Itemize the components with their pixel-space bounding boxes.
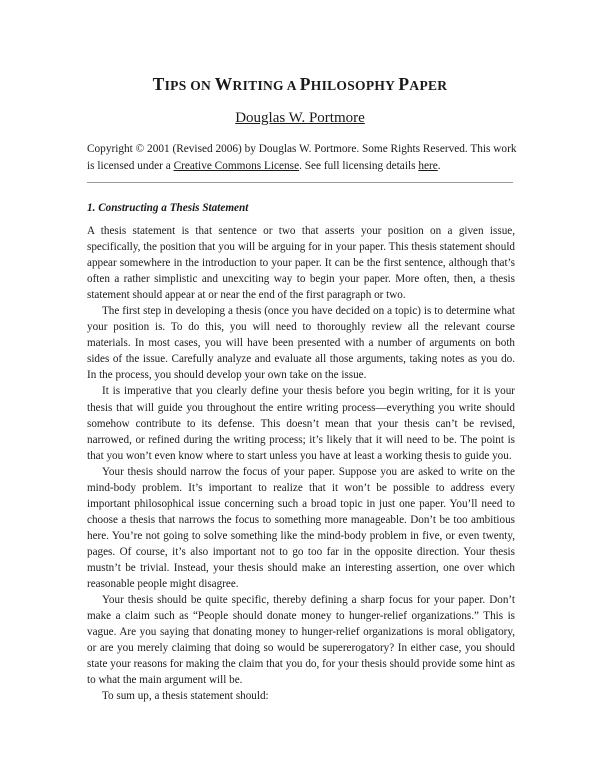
horizontal-divider [87,182,513,183]
copyright-text: Copyright © 2001 (Revised 2006) by Douglas W. Portmore. Some Rights Reserved. This work is licensed under a [87,143,517,172]
paragraph: A thesis statement is that sentence or two that asserts your position on a given issue, specifically, the position that you will be arguing for in your paper. This thesis statement should appear somewhere in the introduction to your paper. It can be the first sentence, although that’s often a rather simplistic and unexciting way to begin your paper. More often, then, a thesis statement should appear at or near the end of the first paragraph or two. [87,225,515,302]
title-smallcaps: APER [409,78,448,93]
paragraph: The first step in developing a thesis (once you have decided on a topic) is to determine what your position is. To do this, you will need to thoroughly review all the relevant course materials. In most cases, you will have been presented with a number of arguments on both sides of the issue. Carefully analyze and evaluate all those arguments, taking notes as you do. In the process, you should develop your own take on the issue. [87,305,515,382]
section-heading: 1. Constructing a Thesis Statement [87,202,249,214]
copyright-text: . See full licensing details [299,160,419,172]
title-smallcaps: RITING A [232,78,300,93]
title-initial: P [398,74,410,94]
paragraph: Your thesis should narrow the focus of your paper. Suppose you are asked to write on the mind-body problem. It’s important to realize that it won’t be possible to address every important philosophical issue concerning such a broad topic in just one paper. You’ll need to choose a thesis that narrows the focus to something more manageable. Don’t be too ambitious here. You’re not going to solve something like the mind-body problem in five, or even twenty, pages. Of course, it’s also important not to go too far in the opposite direction. Your thesis mustn’t be trivial. Instead, your thesis should make an interesting assertion, one over which reasonable people might disagree. [87,465,515,591]
paragraph: It is imperative that you clearly define your thesis before you begin writing, for it is your thesis that will guide you throughout the entire writing process—everything you write should somehow contribute to its defense. This doesn’t mean that your thesis can’t be revised, narrowed, or refined during the writing process; it’s likely that it will need to be. The point is that you won’t even know where to start unless you have at least a working thesis to guide you. [87,385,515,462]
paragraph: Your thesis should be quite specific, thereby defining a sharp focus for your paper. Don’t make a claim such as “People should donate money to hunger-relief organizations.” This is vague. Are you saying that donating money to hunger-relief organizations is moral obligatory, or are you merely claiming that doing so would be supererogatory? In either case, you should state your reasons for making the claim that you do, for your thesis should provide some hint as to what the main argument will be. [87,594,515,687]
creative-commons-license-link[interactable]: Creative Commons License [173,160,300,172]
page-title [0,74,600,95]
paragraph: To sum up, a thesis statement should: [102,690,269,703]
title-initial: T [152,74,165,94]
title-initial: P [299,74,311,94]
title-initial: W [214,74,233,94]
author-name: Douglas W. Portmore [235,110,365,126]
copyright-notice [87,141,517,175]
copyright-text: . [437,160,441,172]
title-smallcaps: IPS ON [164,78,215,93]
title-smallcaps: HILOSOPHY [310,78,399,93]
body-text [87,223,515,704]
licensing-details-link[interactable]: here [418,160,438,172]
